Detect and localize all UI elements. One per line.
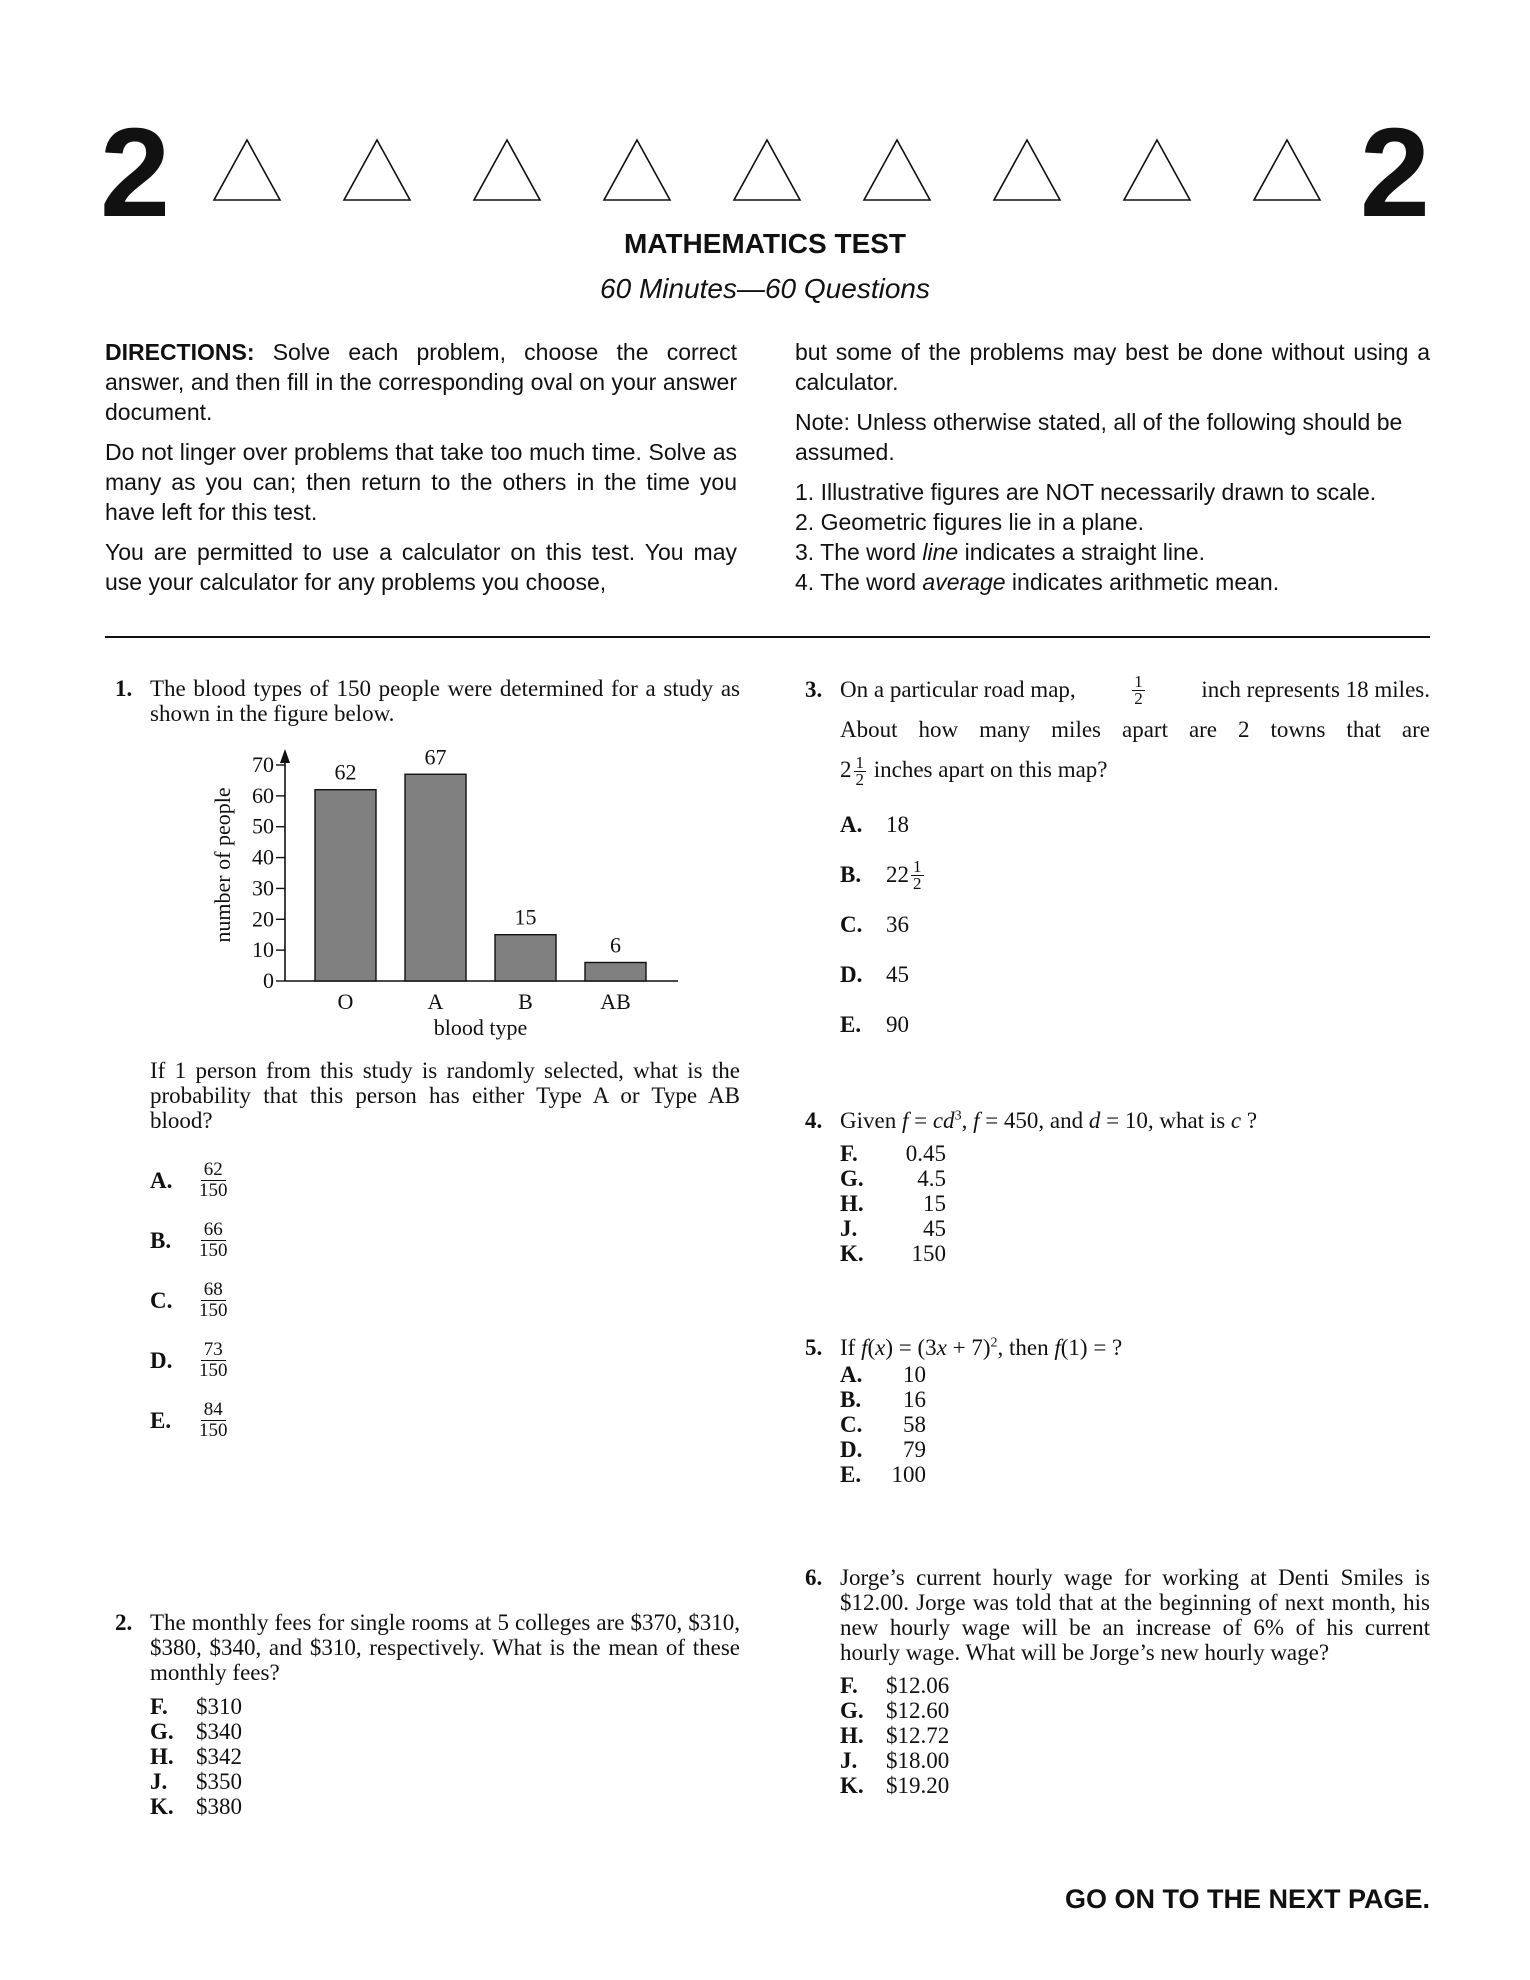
answer-choice-c[interactable] — [840, 1412, 1430, 1437]
question-number: 3. — [805, 677, 823, 702]
choice-value: 36 — [886, 912, 909, 937]
answer-choice-h[interactable] — [150, 1744, 740, 1769]
question-line-3 — [840, 750, 1430, 790]
section-number-left: 2 — [100, 102, 171, 243]
bar-ab — [585, 962, 646, 981]
directions-right-column — [795, 337, 1430, 597]
q5-var-f-2: f — [1054, 1335, 1061, 1360]
choice-value: 100 — [891, 1462, 926, 1487]
choice-label: F. — [840, 1673, 858, 1698]
answer-choice-g[interactable] — [840, 1166, 1430, 1191]
choice-label: H. — [840, 1191, 864, 1216]
fraction-numerator: 62 — [201, 1160, 226, 1181]
choice-label: E. — [840, 1012, 862, 1037]
choice-value: 18 — [886, 812, 909, 837]
q5-then: , then — [997, 1335, 1055, 1360]
choice-value: 15 — [923, 1191, 946, 1216]
triangle-outline-icon — [1122, 138, 1192, 202]
answer-choice-e[interactable] — [840, 1000, 1430, 1050]
q4-rest-3: = 10, what is — [1100, 1108, 1231, 1133]
fraction-numerator: 66 — [201, 1220, 226, 1241]
choice-value: 22 — [886, 862, 909, 887]
question-1-followup — [115, 1058, 740, 1133]
choice-value: 90 — [886, 1012, 909, 1037]
triangle-outline-icon — [732, 138, 802, 202]
question-1-choices — [115, 1150, 415, 1450]
directions-paragraph-1 — [105, 337, 737, 427]
directions-label: DIRECTIONS: — [105, 339, 255, 365]
choice-label: F. — [150, 1694, 168, 1719]
choice-label: A. — [840, 812, 863, 837]
answer-choices — [840, 1673, 1430, 1798]
q4-var-cd: cd — [932, 1108, 955, 1133]
answer-choice-e[interactable] — [840, 1462, 1430, 1487]
choice-fraction — [196, 1220, 231, 1261]
answer-choice-d[interactable] — [840, 950, 1430, 1000]
q4-comma: , — [961, 1108, 974, 1133]
fraction-numerator: 84 — [201, 1400, 226, 1421]
assumption-3-pre: 3. The word — [795, 539, 923, 565]
choice-label: J. — [840, 1748, 858, 1773]
choice-label: D. — [150, 1347, 173, 1373]
choice-label: H. — [150, 1744, 174, 1769]
assumption-4-em: average — [922, 569, 1006, 595]
q4-var-f: f — [901, 1108, 909, 1133]
answer-choice-f[interactable] — [840, 1673, 1430, 1698]
fraction-denominator: 150 — [199, 1239, 228, 1261]
y-tick-label: 0 — [263, 968, 274, 993]
answer-choice-j[interactable] — [840, 1216, 1430, 1241]
y-tick-label: 40 — [252, 844, 274, 870]
section-number-right: 2 — [1359, 102, 1430, 243]
y-tick-label: 10 — [252, 937, 274, 963]
triangle-outline-icon — [212, 138, 282, 202]
choice-value: 10 — [903, 1362, 926, 1387]
assumption-3 — [795, 537, 1430, 567]
choice-label: B. — [150, 1227, 172, 1253]
answer-choice-h[interactable] — [840, 1723, 1430, 1748]
choice-label: K. — [840, 1241, 864, 1266]
question-2 — [115, 1610, 740, 1819]
question-6 — [805, 1565, 1430, 1798]
answer-choice-e[interactable] — [150, 1390, 415, 1450]
y-tick-label: 30 — [252, 875, 274, 901]
section-header — [100, 102, 1430, 243]
choice-label: E. — [840, 1462, 862, 1487]
fraction-denominator: 2 — [913, 873, 922, 893]
question-line-1 — [840, 670, 1430, 710]
choice-label: C. — [840, 912, 863, 937]
y-axis-arrow-icon — [280, 749, 290, 763]
fraction-numerator: 1 — [855, 753, 864, 773]
choice-label: C. — [840, 1412, 863, 1437]
choice-label: K. — [840, 1773, 864, 1798]
fraction-denominator: 150 — [199, 1419, 228, 1441]
answer-choice-a[interactable] — [150, 1150, 415, 1210]
choice-label: F. — [840, 1141, 858, 1166]
choice-label: K. — [150, 1794, 174, 1819]
q5-if: If — [840, 1335, 862, 1360]
blood-type-bar-chart — [200, 735, 680, 1040]
directions-note: Note: Unless otherwise stated, all of the following should be assumed. — [795, 409, 1403, 465]
q5-tail: (1) = ? — [1060, 1335, 1123, 1360]
choice-fraction — [196, 1280, 231, 1321]
fraction-numerator: 1 — [1134, 671, 1143, 691]
answer-choice-g[interactable] — [150, 1719, 740, 1744]
question-text: The blood types of 150 people were determined for a study as shown in the figure below. — [150, 676, 740, 726]
answer-choice-d[interactable] — [840, 1437, 1430, 1462]
question-text: The monthly fees for single rooms at 5 colleges are $370, $310, $380, $340, and $310, respectively. What is the mean of these monthly fees? — [150, 1610, 740, 1685]
assumptions-list — [795, 477, 1430, 597]
choice-fraction — [196, 1400, 231, 1441]
q5-expr-b: + 7) — [946, 1335, 991, 1360]
q4-exponent: 3 — [954, 1108, 962, 1124]
fraction-half — [854, 755, 867, 788]
x-category-label: O — [337, 989, 354, 1014]
fraction-numerator: 68 — [201, 1280, 226, 1301]
q4-var-f-2: f — [973, 1108, 980, 1133]
question-line-2: About how many miles apart are 2 towns that are — [840, 717, 1430, 742]
fraction-numerator: 73 — [201, 1340, 226, 1361]
choice-value: 45 — [886, 962, 909, 987]
y-axis-label: number of people — [210, 787, 235, 943]
choice-label: C. — [150, 1287, 173, 1313]
question-number: 6. — [805, 1565, 823, 1590]
choice-value: $12.72 — [886, 1723, 950, 1748]
choice-value: 4.5 — [917, 1166, 946, 1191]
y-tick-label: 20 — [252, 906, 274, 932]
answer-choices — [150, 1150, 415, 1450]
q5-paren: ( — [867, 1335, 876, 1360]
assumption-4-post: indicates arithmetic mean. — [1005, 569, 1280, 595]
assumption-1: 1. Illustrative figures are NOT necessarily drawn to scale. — [795, 479, 1377, 505]
q4-rest-2: = 450, and — [979, 1108, 1089, 1133]
question-text-a: On a particular road map, — [840, 677, 1076, 702]
test-title: MATHEMATICS TEST — [623, 228, 907, 259]
y-tick-label: 60 — [252, 782, 274, 808]
choice-value: 0.45 — [905, 1141, 946, 1166]
answer-choice-b[interactable] — [840, 850, 1430, 900]
answer-choice-c[interactable] — [840, 900, 1430, 950]
q4-given: Given — [840, 1108, 897, 1133]
q5-var-f: f — [861, 1335, 868, 1360]
answer-choice-a[interactable] — [840, 800, 1430, 850]
answer-choices — [150, 1694, 740, 1819]
answer-choice-k[interactable] — [150, 1794, 740, 1819]
question-text-d: inches apart on this map? — [873, 757, 1108, 782]
x-category-label: B — [518, 989, 533, 1014]
choice-value: $340 — [196, 1719, 242, 1744]
choice-value: 16 — [903, 1387, 926, 1412]
q4-rest-4: ? — [1241, 1108, 1258, 1133]
assumption-3-em: line — [922, 539, 959, 565]
question-text-followup: If 1 person from this study is randomly selected, what is the probability that this person has either Type A or Type AB blood? — [150, 1058, 740, 1133]
fraction-denominator: 2 — [1134, 688, 1143, 708]
test-subtitle: 60 Minutes—60 Questions — [600, 273, 930, 304]
answer-choice-k[interactable] — [840, 1241, 1430, 1266]
question-text — [840, 670, 1430, 790]
assumption-4 — [795, 567, 1430, 597]
question-number: 5. — [805, 1335, 823, 1360]
triangle-outline-icon — [602, 138, 672, 202]
fraction-denominator: 150 — [199, 1299, 228, 1321]
answer-choice-j[interactable] — [840, 1748, 1430, 1773]
answer-choices — [840, 800, 1430, 1050]
choice-label: B. — [840, 862, 862, 887]
choice-label: H. — [840, 1723, 864, 1748]
bar-data-label: 15 — [514, 904, 537, 930]
choice-value: $19.20 — [886, 1773, 950, 1798]
choice-value: $12.06 — [886, 1673, 950, 1698]
q5-expr-a: ) = (3 — [885, 1335, 937, 1360]
q5-var-x: x — [875, 1335, 886, 1360]
choice-label: A. — [150, 1167, 173, 1193]
choice-value: $350 — [196, 1769, 242, 1794]
answer-choice-f[interactable] — [840, 1141, 1430, 1166]
choice-value: $380 — [196, 1794, 242, 1819]
assumption-3-post: indicates a straight line. — [958, 539, 1205, 565]
section-divider — [105, 636, 1430, 638]
fraction-numerator: 1 — [913, 856, 922, 876]
answer-choice-f[interactable] — [150, 1694, 740, 1719]
answer-choice-c[interactable] — [150, 1270, 415, 1330]
fraction-half — [1132, 671, 1145, 708]
choice-value: $12.60 — [886, 1698, 950, 1723]
question-5 — [805, 1335, 1430, 1487]
bar-data-label: 67 — [424, 744, 447, 770]
answer-choice-k[interactable] — [840, 1773, 1430, 1798]
directions-left-column — [105, 337, 737, 607]
q4-var-d: d — [1088, 1108, 1101, 1133]
directions-paragraph-4: but some of the problems may best be done without using a calculator. — [795, 339, 1430, 395]
fraction-denominator: 150 — [199, 1359, 228, 1381]
question-text — [840, 1335, 1430, 1360]
question-4 — [805, 1108, 1430, 1266]
choice-value: $342 — [196, 1744, 242, 1769]
mixed-number-whole: 2 — [840, 757, 852, 782]
answer-choice-j[interactable] — [150, 1769, 740, 1794]
answer-choices — [840, 1141, 1430, 1266]
answer-choices — [840, 1362, 1430, 1487]
x-category-label: A — [427, 989, 444, 1014]
triangle-outline-icon — [992, 138, 1062, 202]
question-number: 4. — [805, 1108, 823, 1133]
q5-var-x-2: x — [936, 1335, 947, 1360]
choice-label: E. — [150, 1407, 172, 1433]
fraction-denominator: 150 — [199, 1179, 228, 1201]
q4-var-c: c — [1230, 1108, 1242, 1133]
question-1 — [115, 676, 740, 726]
choice-label: D. — [840, 962, 863, 987]
q4-equals: = — [908, 1108, 933, 1133]
answer-choice-b[interactable] — [150, 1210, 415, 1270]
bar-b — [495, 935, 556, 981]
triangle-outline-icon — [1252, 138, 1322, 202]
choice-fraction — [196, 1160, 231, 1201]
x-category-label: AB — [600, 989, 631, 1014]
directions-paragraph-3: You are permitted to use a calculator on this test. You may use your calculator for any problems you choose, — [105, 539, 737, 595]
choice-label: D. — [840, 1437, 863, 1462]
next-page-notice: GO ON TO THE NEXT PAGE. — [1064, 1884, 1430, 1914]
choice-value: $18.00 — [886, 1748, 950, 1773]
assumption-4-pre: 4. The word — [795, 569, 923, 595]
choice-value: 45 — [923, 1216, 946, 1241]
choice-label: G. — [150, 1719, 174, 1744]
choice-label: J. — [840, 1216, 858, 1241]
choice-value: 150 — [911, 1241, 946, 1266]
assumption-2: 2. Geometric figures lie in a plane. — [795, 509, 1145, 535]
question-text-b: inch represents 18 miles. — [1201, 677, 1430, 702]
choice-fraction — [196, 1340, 231, 1381]
choice-fraction-half — [911, 856, 924, 893]
question-number: 1. — [115, 676, 133, 701]
x-axis-label: blood type — [433, 1015, 528, 1040]
answer-choice-g[interactable] — [840, 1698, 1430, 1723]
bar-a — [405, 774, 466, 981]
choice-value: 79 — [903, 1437, 926, 1462]
fraction-denominator: 2 — [855, 770, 864, 790]
bar-data-label: 62 — [334, 759, 357, 785]
answer-choice-b[interactable] — [840, 1387, 1430, 1412]
answer-choice-a[interactable] — [840, 1362, 1430, 1387]
choice-label: G. — [840, 1166, 864, 1191]
question-text: Jorge’s current hourly wage for working at Denti Smiles is $12.00. Jorge was told that at the beginning of next month, his new hourly wage will be an increase of 6% of his current hourly wage. What will be Jorge’s new hourly wage? — [840, 1565, 1430, 1665]
triangle-outline-icon — [472, 138, 542, 202]
choice-label: J. — [150, 1769, 168, 1794]
choice-value: $310 — [196, 1694, 242, 1719]
choice-label: A. — [840, 1362, 863, 1387]
directions-paragraph-2: Do not linger over problems that take too much time. Solve as many as you can; then return to the others in the time you have left for this test. — [105, 439, 737, 525]
y-tick-label: 70 — [252, 752, 274, 777]
bar-data-label: 6 — [610, 932, 621, 958]
y-tick-label: 50 — [252, 813, 274, 839]
triangle-outline-icon — [342, 138, 412, 202]
choice-value: 58 — [903, 1412, 926, 1437]
question-number: 2. — [115, 1610, 133, 1635]
answer-choice-d[interactable] — [150, 1330, 415, 1390]
directions-text-1: Solve each problem, choose the correct answer, and then fill in the corresponding oval on your answer document. — [105, 339, 737, 425]
bar-o — [315, 790, 376, 981]
choice-label: G. — [840, 1698, 864, 1723]
question-text — [840, 1108, 1430, 1133]
question-3 — [805, 670, 1430, 1050]
q5-exponent: 2 — [990, 1335, 998, 1351]
triangle-outline-icon — [862, 138, 932, 202]
answer-choice-h[interactable] — [840, 1191, 1430, 1216]
choice-label: B. — [840, 1387, 862, 1412]
